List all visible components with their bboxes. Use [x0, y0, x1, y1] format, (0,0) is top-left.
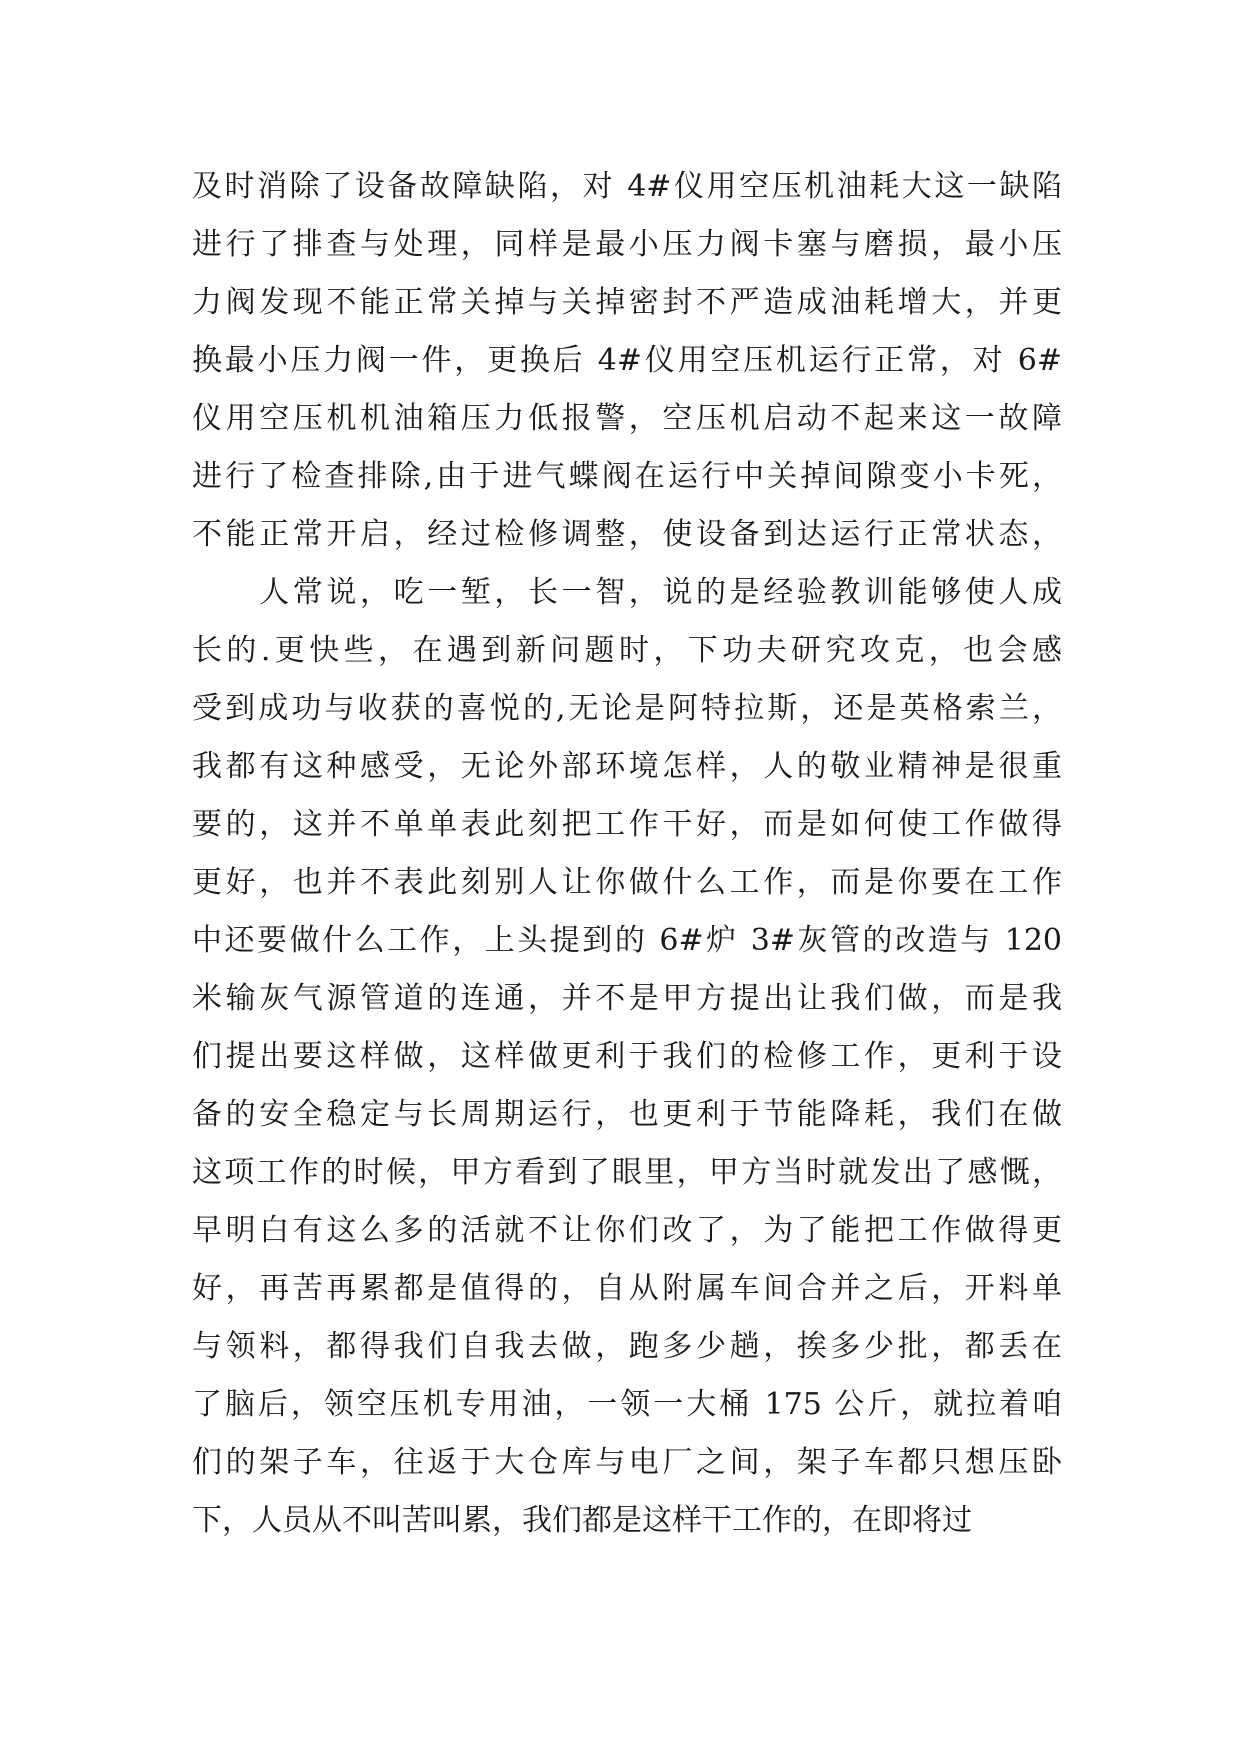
text-line: 更好，也并不表此刻别人让你做什么工作，而是你要在工作: [192, 865, 1062, 900]
text-line: 们的架子车，往返于大仓库与电厂之间，架子车都只想压卧: [192, 1445, 1062, 1480]
text-line: 人常说，吃一堑，长一智，说的是经验教训能够使人成: [192, 575, 1062, 610]
text-line: 及时消除了设备故障缺陷，对 4#仪用空压机油耗大这一缺陷: [192, 169, 1062, 204]
text-line: 换最小压力阀一件，更换后 4#仪用空压机运行正常，对 6#: [192, 343, 1062, 378]
text-line: 不能正常开启，经过检修调整，使设备到达运行正常状态，: [192, 517, 1062, 552]
text-line: 中还要做什么工作，上头提到的 6#炉 3#灰管的改造与 120: [192, 923, 1062, 958]
text-line: 了脑后，领空压机专用油，一领一大桶 175 公斤，就拉着咱: [192, 1387, 1062, 1422]
text-line: 早明白有这么多的活就不让你们改了，为了能把工作做得更: [192, 1213, 1062, 1248]
text-line: 们提出要这样做，这样做更利于我们的检修工作，更利于设: [192, 1039, 1062, 1074]
text-line: 与领料，都得我们自我去做，跑多少趟，挨多少批，都丢在: [192, 1329, 1062, 1364]
text-line: 进行了排查与处理，同样是最小压力阀卡塞与磨损，最小压: [192, 227, 1062, 262]
text-line: 米输灰气源管道的连通，并不是甲方提出让我们做，而是我: [192, 981, 1062, 1016]
text-line: 这项工作的时候，甲方看到了眼里，甲方当时就发出了感慨，: [192, 1155, 1062, 1190]
text-line: 我都有这种感受，无论外部环境怎样，人的敬业精神是很重: [192, 749, 1062, 784]
body-text: [192, 158, 1062, 1550]
text-line: 受到成功与收获的喜悦的,无论是阿特拉斯，还是英格索兰，: [192, 691, 1062, 726]
text-line: 进行了检查排除,由于进气蝶阀在运行中关掉间隙变小卡死，: [192, 459, 1062, 494]
text-line: 仪用空压机机油箱压力低报警，空压机启动不起来这一故障: [192, 401, 1062, 436]
text-line: 力阀发现不能正常关掉与关掉密封不严造成油耗增大，并更: [192, 285, 1062, 320]
text-line: 好，再苦再累都是值得的，自从附属车间合并之后，开料单: [192, 1271, 1062, 1306]
text-line: 备的安全稳定与长周期运行，也更利于节能降耗，我们在做: [192, 1097, 1062, 1132]
text-line: 要的，这并不单单表此刻把工作干好，而是如何使工作做得: [192, 807, 1062, 842]
text-line: 下，人员从不叫苦叫累，我们都是这样干工作的，在即将过: [192, 1503, 972, 1538]
text-line: 长的.更快些，在遇到新问题时，下功夫研究攻克，也会感: [192, 633, 1062, 668]
